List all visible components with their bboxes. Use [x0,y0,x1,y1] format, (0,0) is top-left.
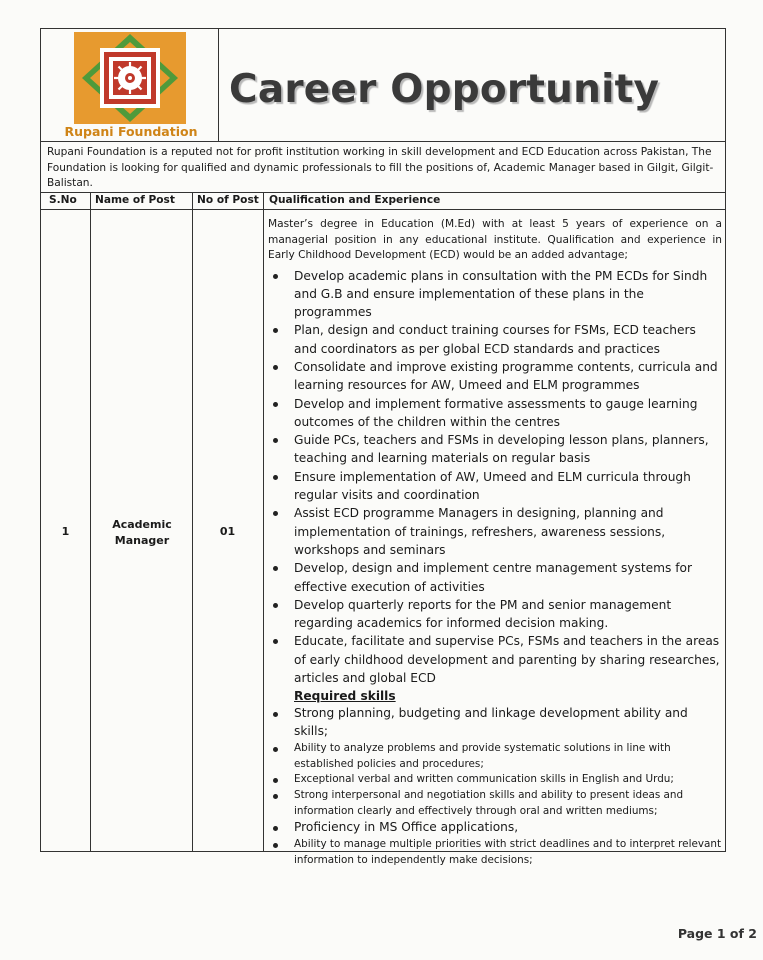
duty-text: Develop, design and implement centre management systems for effective execution of activities [294,561,693,594]
list-item [268,504,722,559]
bullet-icon [273,438,278,443]
intro-paragraph: Rupani Foundation is a reputed not for profit institution working in skill development and ECD Education across Pakistan, The Foundation is looking for qualified and dynamic professionals to fill the positions of, Academic Manager based in Gilgit, Gilgit-Balistan. [41,142,725,193]
duty-text: Consolidate and improve existing programme contents, curricula and learning resources for AW, Umeed and ELM programmes [294,359,718,393]
list-item [268,705,722,741]
bullet-icon [273,475,278,480]
bullet-icon [273,778,278,783]
list-item [268,267,722,322]
skill-text: Proficiency in MS Office applications, [294,820,519,835]
bullet-icon [273,747,278,752]
list-item [268,559,722,596]
qualification-text: Master’s degree in Education (M.Ed) with at least 5 years of experience on a managerial position in any educational institute. Qualification and experience in Early Childhood Development (ECD) would be an added advantage; [268,218,722,261]
row-sno: 1 [61,525,70,538]
page-number: Page 1 of 2 [677,926,757,941]
list-item [268,632,722,687]
header-qualification: Qualification and Experience [269,194,441,206]
duty-text: Educate, facilitate and supervise PCs, FSMs and teachers in the areas of early childhood development and parenting by sharing researches, articles and global ECD [294,634,720,686]
bullet-icon [273,712,278,717]
list-item [268,468,722,505]
bullet-icon [273,843,278,848]
list-item [268,788,722,819]
row-count: 01 [219,525,236,538]
duty-text: Ensure implementation of AW, Umeed and ELM curricula through regular visits and coordination [294,469,691,503]
duty-text: Guide PCs, teachers and FSMs in developing lesson plans, planners, teaching and learning materials on regular basis [294,433,709,466]
duties-list [268,267,722,688]
list-item [268,772,722,788]
bullet-icon [273,511,278,516]
list-item [268,358,722,395]
list-item [268,431,722,468]
bullet-icon [273,566,278,571]
list-item [268,741,722,772]
row-post: Academic Manager [112,518,172,547]
duty-text: Plan, design and conduct training courses for FSMs, ECD teachers and coordinators as per global ECD standards and practices [294,323,696,356]
bullet-icon [273,826,278,831]
skills-list [268,705,722,868]
table-header [41,193,725,210]
bullet-icon [273,402,278,407]
skill-text: Strong planning, budgeting and linkage development ability and skills; [294,706,688,739]
title-cell [219,29,725,142]
list-item [268,321,722,358]
duty-text: Assist ECD programme Managers in designing, planning and implementation of trainings, refreshers, awareness sessions, workshops and seminars [294,506,666,557]
job-advert-frame [40,28,726,866]
required-skills-heading: Required skills [294,689,396,704]
skill-text: Exceptional verbal and written communication skills in English and Urdu; [294,773,674,786]
qualification-cell [268,217,722,869]
page-title: Career Opportunity [229,67,660,112]
rupani-foundation-logo [74,32,186,124]
header-count: No of Post [197,194,259,206]
bullet-icon [273,794,278,799]
list-item [268,596,722,633]
bullet-icon [273,639,278,644]
duty-text: Develop and implement formative assessments to gauge learning outcomes of the children within the centres [294,396,698,429]
bullet-icon [273,328,278,333]
skill-text: Ability to manage multiple priorities with strict deadlines and to interpret relevant information to independently make decisions; [294,838,722,866]
logo-cell [41,29,219,142]
skill-text: Strong interpersonal and negotiation skills and ability to present ideas and information clearly and effectively through oral and written mediums; [294,789,684,817]
duty-text: Develop quarterly reports for the PM and senior management regarding academics for informed decision making. [294,597,672,631]
column-divider [90,193,91,851]
column-divider [192,193,193,851]
duty-text: Develop academic plans in consultation with the PM ECDs for Sindh and G.B and ensure implementation of these plans in the programmes [294,268,708,320]
header-sno: S.No [49,194,77,206]
logo-name: Rupani Foundation [64,124,198,139]
bullet-icon [273,274,278,279]
list-item [268,395,722,432]
list-item [268,837,722,868]
header-post: Name of Post [95,194,175,206]
bullet-icon [273,365,278,370]
bullet-icon [273,603,278,608]
skill-text: Ability to analyze problems and provide systematic solutions in line with established policies and procedures; [294,741,671,770]
column-divider [263,193,264,851]
list-item [268,819,722,837]
